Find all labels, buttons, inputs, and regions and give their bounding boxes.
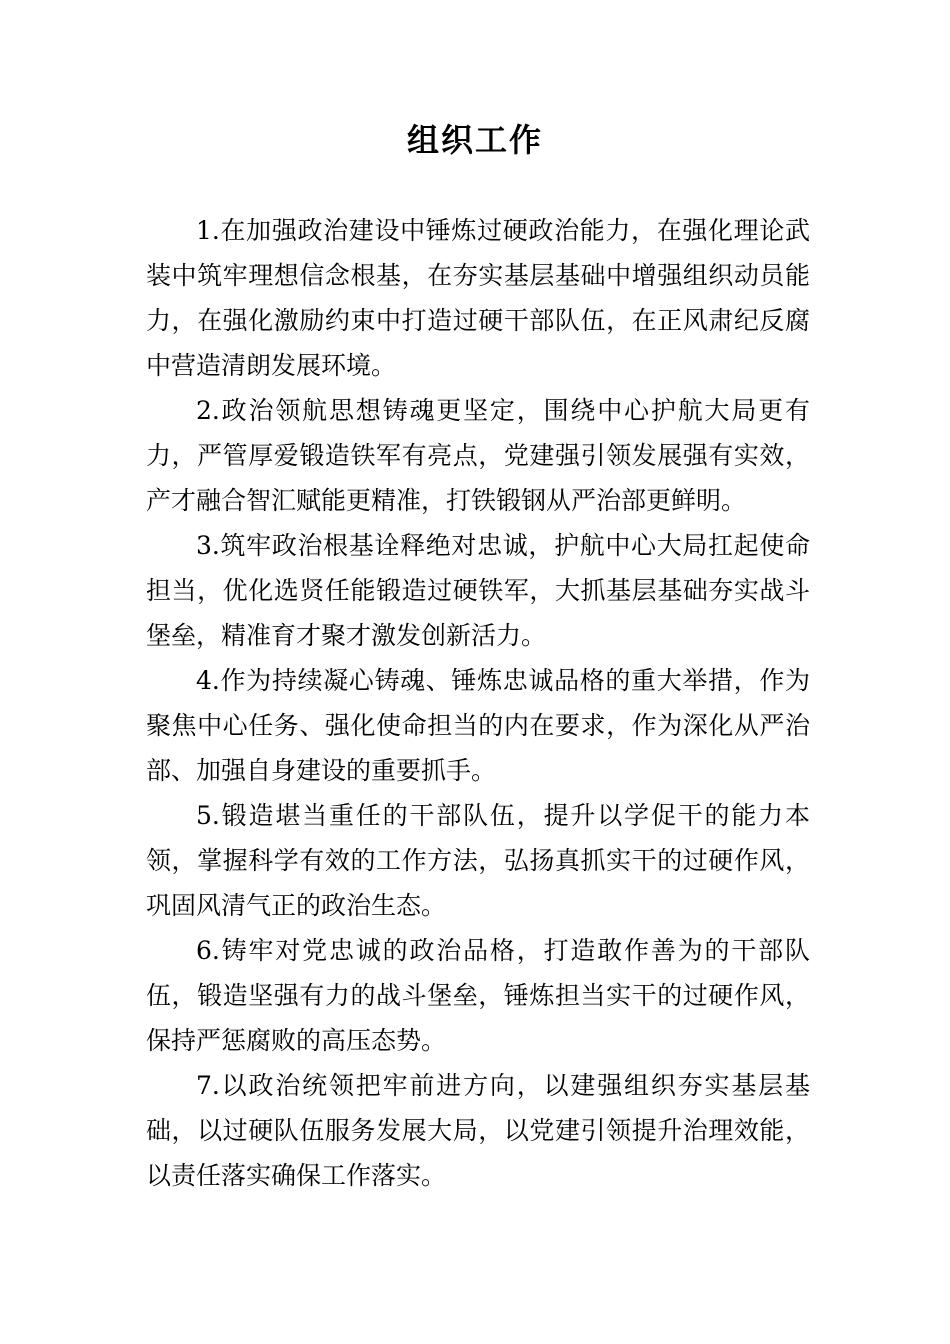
paragraph-1: 1.在加强政治建设中锤炼过硬政治能力，在强化理论武装中筑牢理想信念根基，在夯实基层基础中增强组织动员能力，在强化激励约束中打造过硬干部队伍，在正风肃纪反腐中营造清朗发展环境。 [146, 216, 810, 380]
paragraph-4: 4.作为持续凝心铸魂、锤炼忠诚品格的重大举措，作为聚焦中心任务、强化使命担当的内在要求，作为深化从严治部、加强自身建设的重要抓手。 [146, 666, 810, 785]
page-title: 组织工作 [406, 121, 543, 159]
paragraph-3: 3.筑牢政治根基诠释绝对忠诚，护航中心大局扛起使命担当，优化选贤任能锻造过硬铁军，大抓基层基础夯实战斗堡垒，精准育才聚才激发创新活力。 [146, 531, 810, 650]
paragraph-7: 7.以政治统领把牢前进方向，以建强组织夯实基层基础，以过硬队伍服务发展大局，以党建引领提升治理效能，以责任落实确保工作落实。 [146, 1071, 810, 1190]
paragraph-5: 5.锻造堪当重任的干部队伍，提升以学促干的能力本领，掌握科学有效的工作方法，弘扬真抓实干的过硬作风，巩固风清气正的政治生态。 [146, 801, 810, 920]
paragraph-6: 6.铸牢对党忠诚的政治品格，打造敢作善为的干部队伍，锻造坚强有力的战斗堡垒，锤炼担当实干的过硬作风，保持严惩腐败的高压态势。 [146, 936, 810, 1055]
document-body [146, 208, 810, 1198]
paragraph-2: 2.政治领航思想铸魂更坚定，围绕中心护航大局更有力，严管厚爱锻造铁军有亮点，党建强引领发展强有实效，产才融合智汇赋能更精准，打铁锻钢从严治部更鲜明。 [146, 396, 810, 515]
